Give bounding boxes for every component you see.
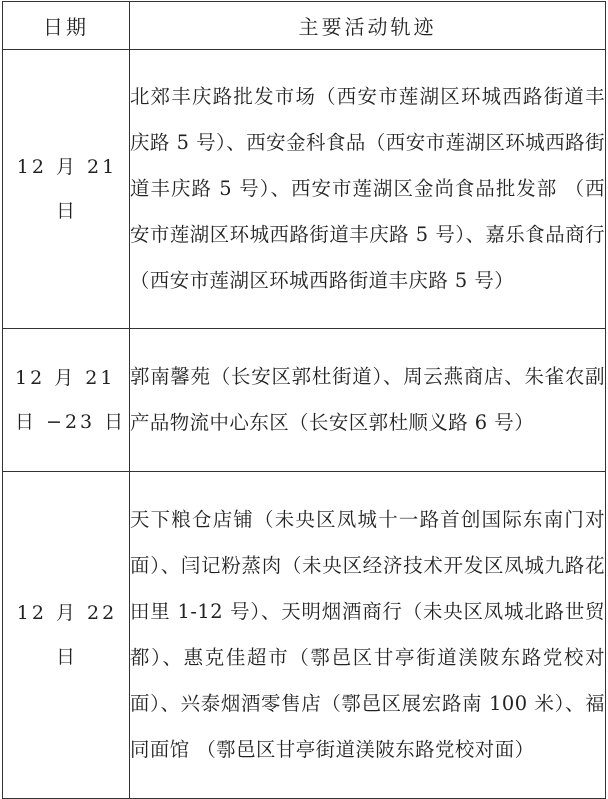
row-activity: 北郊丰庆路批发市场（西安市莲湖区环城西路街道丰庆路 5 号）、西安金科食品（西安市莲湖区环城西路街道丰庆路 5 号）、西安市莲湖区金尚食品批发部 （西安市莲湖区环城西路街道丰庆路 5 号）、嘉乐食品商行（西安市莲湖区环城西路街道丰庆路 5 号） [130,50,606,329]
activity-track-table [2,1,606,799]
row-date: 12 月 21 日 [16,156,118,222]
row-date-cell [3,329,130,472]
row-activity: 郭南馨苑（长安区郭杜街道）、周云燕商店、朱雀农副产品物流中心东区（长安区郭杜顺义路 6 号） [130,329,606,472]
header-row [3,2,606,50]
table-row [3,50,606,329]
header-activity: 主要活动轨迹 [130,2,606,50]
row-date: 12 月 22 日 [16,602,118,668]
table-row [3,329,606,472]
row-date: 12 月 21 日 −23 日 [15,367,127,433]
table-row [3,472,606,799]
row-date-cell [3,50,130,329]
header-date: 日期 [3,2,130,50]
row-date-cell [3,472,130,799]
row-activity: 天下粮仓店铺（未央区凤城十一路首创国际东南门对面）、闫记粉蒸肉（未央区经济技术开发区凤城九路花田里 1-12 号）、天明烟酒商行（未央区凤城北路世贸都）、惠克佳超市（鄠邑区甘亭街道渼陂东路党校对面）、兴泰烟酒零售店（鄠邑区展宏路南 100 米）、福同面馆 （鄠邑区甘亭街道渼陂东路党校对面） [130,472,606,799]
